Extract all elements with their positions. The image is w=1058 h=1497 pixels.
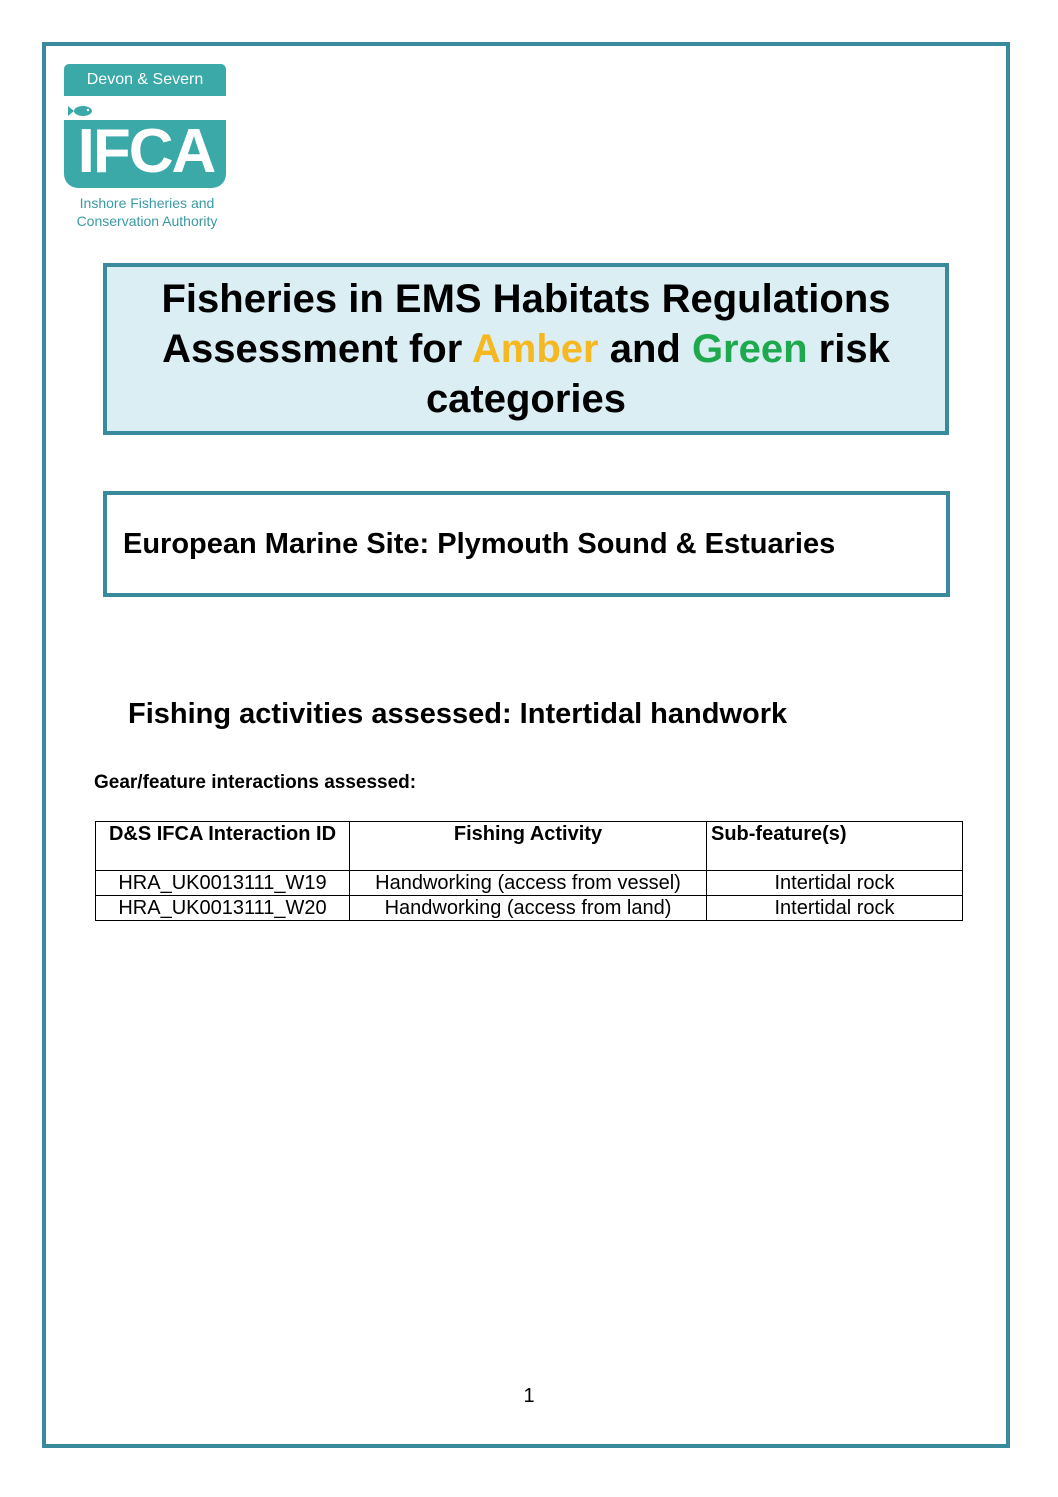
title-part1: Fisheries in EMS Habitats Regulations Assessment for	[161, 277, 891, 371]
logo-subtitle	[62, 194, 232, 230]
table-row	[96, 896, 963, 921]
site-name: European Marine Site: Plymouth Sound & Estuaries	[123, 527, 836, 560]
cell-sub-feature: Intertidal rock	[707, 896, 963, 921]
site-box	[103, 491, 950, 597]
cell-sub-feature: Intertidal rock	[707, 871, 963, 896]
header-sub-features: Sub-feature(s)	[707, 822, 963, 871]
title-amber: Amber	[471, 327, 599, 371]
title-box	[103, 263, 949, 435]
activities-heading: Fishing activities assessed: Intertidal handwork	[128, 698, 788, 730]
interactions-table	[95, 821, 963, 921]
table-header-row	[96, 822, 963, 871]
page-number: 1	[523, 1385, 535, 1407]
gear-heading: Gear/feature interactions assessed:	[94, 772, 417, 793]
header-fishing-activity: Fishing Activity	[350, 822, 707, 871]
logo-main-text: IFCA	[77, 117, 215, 186]
page-border	[42, 42, 1010, 1448]
title-green: Green	[691, 327, 808, 371]
header-interaction-id: D&S IFCA Interaction ID	[96, 822, 350, 871]
ifca-logo	[62, 64, 230, 234]
title-part2: and	[598, 327, 692, 371]
document-title	[131, 274, 921, 424]
cell-interaction-id: HRA_UK0013111_W19	[96, 871, 350, 896]
title-part3: risk categories	[425, 327, 890, 421]
cell-interaction-id: HRA_UK0013111_W20	[96, 896, 350, 921]
table-row	[96, 871, 963, 896]
cell-fishing-activity: Handworking (access from vessel)	[350, 871, 707, 896]
logo-band-text: Devon & Severn	[64, 64, 226, 96]
cell-fishing-activity: Handworking (access from land)	[350, 896, 707, 921]
logo-subtitle-line2: Conservation Authority	[76, 213, 218, 229]
logo-subtitle-line1: Inshore Fisheries and	[79, 195, 215, 211]
